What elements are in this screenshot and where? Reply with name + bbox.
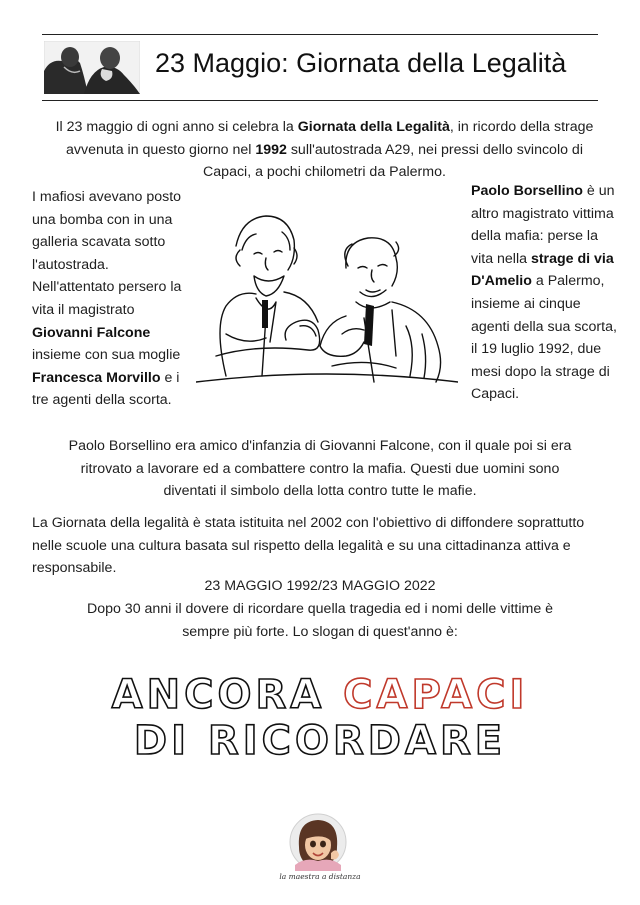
falcone-text: insieme con sua moglie	[32, 347, 181, 364]
intro-paragraph	[52, 116, 597, 184]
borsellino-name: Paolo Borsellino	[471, 183, 583, 199]
intro-text: sull'autostrada A29, nei pressi dello svincolo di Capaci, a pochi chilometri da Palermo.	[203, 141, 583, 181]
falcone-borsellino-drawing	[196, 206, 458, 390]
slogan-line-1	[0, 672, 640, 718]
borsellino-text: è un altro magistrato vittima della mafia: perse la vita nella	[471, 183, 615, 267]
friendship-paragraph: Paolo Borsellino era amico d'infanzia di Giovanni Falcone, con il quale poi si era ritrovato a lavorare ed a combattere contro la mafia. Questi due uomini sono diventati il simbolo della lotta contro tutte le mafie.	[68, 438, 572, 500]
morvillo-name: Francesca Morvillo	[32, 369, 161, 386]
anniversary-dates: 23 MAGGIO 1992/23 MAGGIO 2022	[204, 578, 436, 594]
anniversary-text: Dopo 30 anni il dovere di ricordare quella tragedia ed i nomi delle vittime è sempre più forte. Lo slogan di quest'anno è:	[86, 601, 554, 640]
page-title: 23 Maggio: Giornata della Legalità	[155, 48, 567, 78]
falcone-paragraph	[32, 186, 192, 412]
top-rule	[42, 34, 598, 35]
title-rule	[42, 100, 598, 101]
avatar-icon	[289, 813, 347, 871]
intro-highlight-giornata: Giornata della Legalità	[297, 119, 450, 135]
slogan-word-ancora: ANCORA	[111, 672, 326, 718]
slogan-line-2: DI RICORDARE	[133, 718, 507, 764]
header-photo	[44, 41, 140, 94]
intro-text: Il 23 maggio di ogni anno si celebra la	[55, 119, 298, 135]
legality-day-paragraph: La Giornata della legalità è stata istituita nel 2002 con l'obiettivo di diffondere soprattutto nelle scuole una cultura basata sul rispetto della legalità e su una cittadinanza attiva e responsabile.	[32, 515, 585, 577]
signature: la maestra a distanza	[279, 872, 361, 881]
intro-text: , in ricordo della strage avvenuta in questo giorno nel	[66, 119, 594, 158]
falcone-text: I mafiosi avevano posto una bomba con in una galleria scavata sotto l'autostrada. Nell'attentato persero la vita il magistrato	[32, 189, 182, 318]
damelio-name: strage di via D'Amelio	[471, 250, 614, 290]
falcone-name: Giovanni Falcone	[32, 324, 151, 341]
intro-highlight-year: 1992	[255, 141, 287, 158]
borsellino-text: a Palermo, insieme ai cinque agenti della sua scorta, il 19 luglio 1992, due mesi dopo la strage di Capaci.	[471, 273, 617, 403]
falcone-text: e i tre agenti della scorta.	[32, 369, 180, 409]
slogan-word-capaci: CAPACI	[343, 672, 529, 718]
borsellino-paragraph	[471, 180, 621, 406]
